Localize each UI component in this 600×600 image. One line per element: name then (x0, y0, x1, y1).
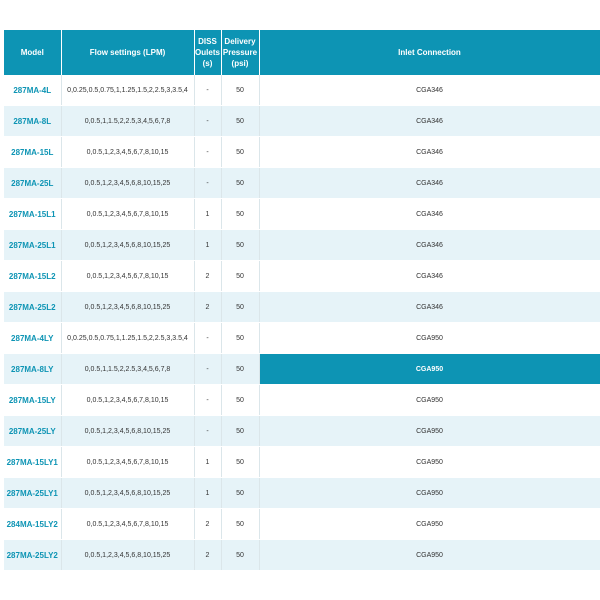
inlet-connection-cell: CGA950 (259, 509, 600, 540)
header-inlet-connection: Inlet Connection (259, 30, 600, 75)
header-delivery-pressure: Delivery Pressure (psi) (221, 30, 259, 75)
delivery-pressure-cell: 50 (221, 416, 259, 447)
diss-outlets-cell: - (194, 416, 221, 447)
delivery-pressure-cell: 50 (221, 261, 259, 292)
inlet-connection-cell: CGA950 (259, 323, 600, 354)
delivery-pressure-cell: 50 (221, 75, 259, 106)
delivery-pressure-cell: 50 (221, 509, 259, 540)
flow-settings-cell: 0,0.25,0.5,0.75,1,1.25,1.5,2,2.5,3,3.5,4 (61, 323, 194, 354)
diss-outlets-cell: 2 (194, 292, 221, 323)
table-row[interactable] (4, 106, 600, 137)
inlet-connection-cell: CGA950 (259, 416, 600, 447)
flow-settings-cell: 0,0.5,1,2,3,4,5,6,8,10,15,25 (61, 230, 194, 261)
flow-settings-cell: 0,0.5,1,1.5,2,2.5,3,4,5,6,7,8 (61, 106, 194, 137)
table-row[interactable] (4, 540, 600, 571)
diss-outlets-cell: - (194, 75, 221, 106)
header-row (4, 30, 600, 75)
flow-settings-cell: 0,0.5,1,2,3,4,5,6,8,10,15,25 (61, 478, 194, 509)
spec-table (4, 30, 600, 571)
flow-settings-cell: 0,0.25,0.5,0.75,1,1.25,1.5,2,2.5,3,3.5,4 (61, 75, 194, 106)
model-cell[interactable]: 287MA-25LY2 (4, 540, 61, 571)
table-row[interactable] (4, 75, 600, 106)
header-diss-outlets: DISS Oulets (s) (194, 30, 221, 75)
delivery-pressure-cell: 50 (221, 106, 259, 137)
diss-outlets-cell: 2 (194, 509, 221, 540)
table-row[interactable] (4, 478, 600, 509)
model-cell[interactable]: 287MA-15LY1 (4, 447, 61, 478)
diss-outlets-cell: - (194, 354, 221, 385)
table-row[interactable] (4, 323, 600, 354)
table-row[interactable] (4, 354, 600, 385)
model-cell[interactable]: 287MA-4LY (4, 323, 61, 354)
inlet-connection-cell: CGA346 (259, 106, 600, 137)
delivery-pressure-cell: 50 (221, 230, 259, 261)
model-cell[interactable]: 287MA-15L1 (4, 199, 61, 230)
flow-settings-cell: 0,0.5,1,2,3,4,5,6,8,10,15,25 (61, 168, 194, 199)
diss-outlets-cell: 1 (194, 230, 221, 261)
delivery-pressure-cell: 50 (221, 323, 259, 354)
delivery-pressure-cell: 50 (221, 540, 259, 571)
delivery-pressure-cell: 50 (221, 447, 259, 478)
model-cell[interactable]: 287MA-25LY1 (4, 478, 61, 509)
model-cell[interactable]: 287MA-15L (4, 137, 61, 168)
delivery-pressure-cell: 50 (221, 168, 259, 199)
diss-outlets-cell: - (194, 323, 221, 354)
model-cell[interactable]: 287MA-25L2 (4, 292, 61, 323)
model-cell[interactable]: 287MA-8LY (4, 354, 61, 385)
table-row[interactable] (4, 199, 600, 230)
delivery-pressure-cell: 50 (221, 199, 259, 230)
flow-settings-cell: 0,0.5,1,2,3,4,5,6,7,8,10,15 (61, 199, 194, 230)
diss-outlets-cell: 2 (194, 540, 221, 571)
spec-table-container (4, 30, 600, 571)
table-row[interactable] (4, 230, 600, 261)
model-cell[interactable]: 287MA-25L1 (4, 230, 61, 261)
table-row[interactable] (4, 261, 600, 292)
model-cell[interactable]: 287MA-4L (4, 75, 61, 106)
flow-settings-cell: 0,0.5,1,2,3,4,5,6,7,8,10,15 (61, 385, 194, 416)
inlet-connection-cell: CGA346 (259, 168, 600, 199)
flow-settings-cell: 0,0.5,1,2,3,4,5,6,7,8,10,15 (61, 509, 194, 540)
table-row[interactable] (4, 292, 600, 323)
diss-outlets-cell: - (194, 137, 221, 168)
flow-settings-cell: 0,0.5,1,1.5,2,2.5,3,4,5,6,7,8 (61, 354, 194, 385)
delivery-pressure-cell: 50 (221, 137, 259, 168)
inlet-connection-cell: CGA346 (259, 292, 600, 323)
delivery-pressure-cell: 50 (221, 385, 259, 416)
table-row[interactable] (4, 137, 600, 168)
delivery-pressure-cell: 50 (221, 292, 259, 323)
table-row[interactable] (4, 447, 600, 478)
header-model: Model (4, 30, 61, 75)
model-cell[interactable]: 287MA-25L (4, 168, 61, 199)
table-row[interactable] (4, 385, 600, 416)
flow-settings-cell: 0,0.5,1,2,3,4,5,6,7,8,10,15 (61, 261, 194, 292)
diss-outlets-cell: - (194, 385, 221, 416)
flow-settings-cell: 0,0.5,1,2,3,4,5,6,7,8,10,15 (61, 137, 194, 168)
model-cell[interactable]: 287MA-8L (4, 106, 61, 137)
flow-settings-cell: 0,0.5,1,2,3,4,5,6,7,8,10,15 (61, 447, 194, 478)
diss-outlets-cell: 2 (194, 261, 221, 292)
model-cell[interactable]: 287MA-15LY (4, 385, 61, 416)
diss-outlets-cell: - (194, 106, 221, 137)
inlet-connection-cell: CGA950 (259, 478, 600, 509)
inlet-connection-cell: CGA950 (259, 540, 600, 571)
inlet-connection-cell: CGA950 (259, 447, 600, 478)
flow-settings-cell: 0,0.5,1,2,3,4,5,6,8,10,15,25 (61, 416, 194, 447)
flow-settings-cell: 0,0.5,1,2,3,4,5,6,8,10,15,25 (61, 540, 194, 571)
header-flow-settings: Flow settings (LPM) (61, 30, 194, 75)
inlet-connection-cell: CGA346 (259, 199, 600, 230)
model-cell[interactable]: 284MA-15LY2 (4, 509, 61, 540)
diss-outlets-cell: - (194, 168, 221, 199)
table-row[interactable] (4, 168, 600, 199)
diss-outlets-cell: 1 (194, 447, 221, 478)
delivery-pressure-cell: 50 (221, 354, 259, 385)
model-cell[interactable]: 287MA-15L2 (4, 261, 61, 292)
table-row[interactable] (4, 509, 600, 540)
inlet-connection-cell: CGA346 (259, 261, 600, 292)
table-row[interactable] (4, 416, 600, 447)
diss-outlets-cell: 1 (194, 478, 221, 509)
delivery-pressure-cell: 50 (221, 478, 259, 509)
inlet-connection-cell: CGA346 (259, 75, 600, 106)
inlet-connection-cell: CGA346 (259, 137, 600, 168)
diss-outlets-cell: 1 (194, 199, 221, 230)
inlet-connection-cell: CGA346 (259, 230, 600, 261)
inlet-connection-cell: CGA950 (259, 385, 600, 416)
flow-settings-cell: 0,0.5,1,2,3,4,5,6,8,10,15,25 (61, 292, 194, 323)
model-cell[interactable]: 287MA-25LY (4, 416, 61, 447)
inlet-connection-cell: CGA950 (259, 354, 600, 385)
